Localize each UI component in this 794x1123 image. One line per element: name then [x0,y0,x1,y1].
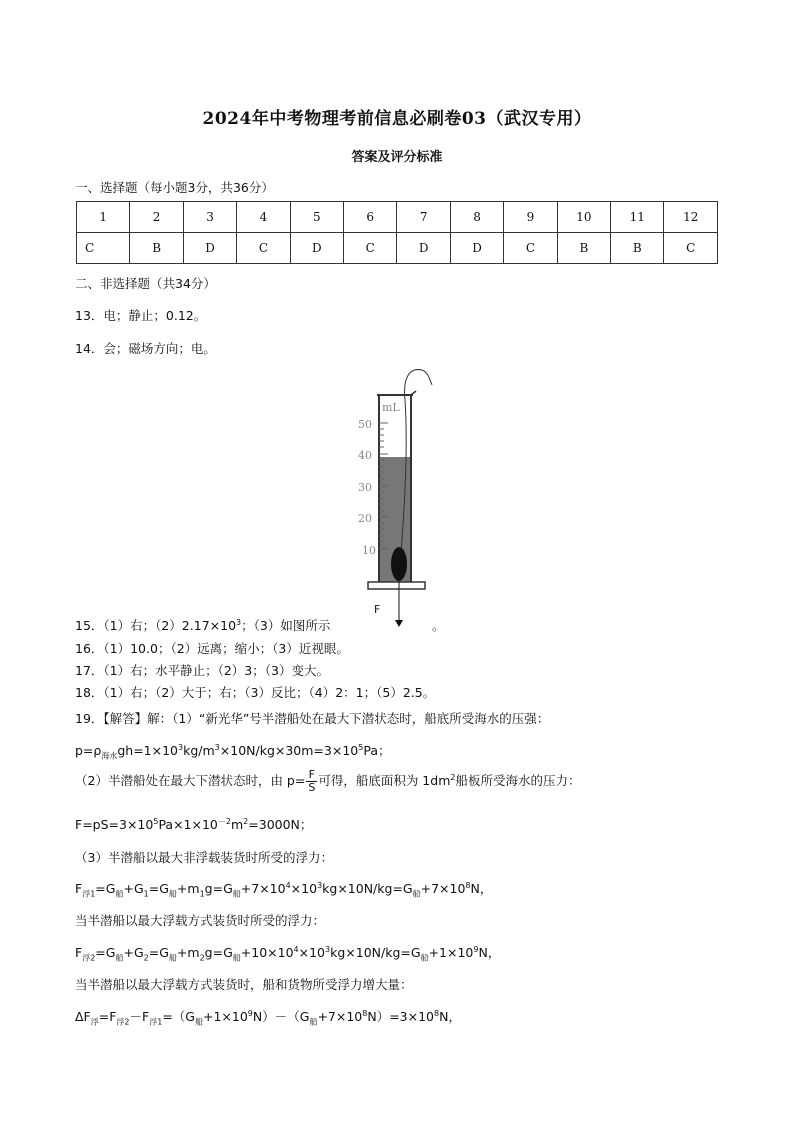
stone-object [391,547,407,581]
answer-19-part3: （3）半潜船以最大非浮载装货时所受的浮力： [75,850,333,865]
answer-19-intro: 19．【解答】解：（1）“新光华”号半潜船处在最大下潜状态时，船底所受海水的压强： [75,711,550,726]
table-cell: 1 [77,202,130,233]
table-cell: 11 [611,202,664,233]
table-cell: C [237,233,290,264]
table-cell: 10 [557,202,610,233]
answer-19-part5: 当半潜船以最大浮载方式装货时，船和货物所受浮力增大量： [75,977,413,992]
table-cell: C [77,233,130,264]
force-label: F [374,603,381,616]
table-cell: C [504,233,557,264]
section2-heading: 二、非选择题（共34分） [75,276,216,291]
answer-15-end: 。 [432,618,445,633]
answer-table [76,201,718,264]
table-cell: 7 [397,202,450,233]
tick-label: 40 [358,449,372,462]
table-cell: 4 [237,202,290,233]
answer-19-buoyancy1: $F_{浮1}=G_船+G_1=G_船+m_1g=G_船+7\times 10^4\times 10^3kg\times 10N/kg=G_船+7\times 10^8N$， [75,880,493,899]
page-title: 2024年中考物理考前信息必刷卷03（武汉专用） [202,109,592,129]
answer-14: 14．会；磁场方向；电。 [75,341,216,356]
unit-label: mL [382,401,400,414]
tick-label: 30 [358,481,372,494]
table-cell: C [344,233,397,264]
answer-18: 18．（1）右；（2）大于；右；（3）反比；（4）2：1；（5）2.5。 [75,685,436,700]
table-row-numbers [77,202,718,233]
table-cell: B [557,233,610,264]
tick-label: 50 [358,418,372,431]
answer-19-delta: $\Delta F_浮=F_{浮2}-F_{浮1}=(G_船+1\times 10^9N)-(G_船+7\times 10^8N)=3\times 10^8N$， [75,1008,461,1027]
table-cell: 12 [664,202,718,233]
table-cell: D [183,233,236,264]
table-cell: D [290,233,343,264]
tick-label: 10 [362,544,376,557]
section1-heading: 一、选择题（每小题3分，共36分） [75,180,274,195]
answer-16: 16．（1）10.0；（2）远离；缩小；（3）近视眼。 [75,641,349,656]
answer-13: 13．电；静止；0.12。 [75,308,207,323]
answer-19-force: $F=pS=3\times 10^5Pa\times 1\times 10^{-2}m^2=3000N$； [75,816,313,832]
table-cell: 2 [130,202,183,233]
table-row-answers [77,233,718,264]
answer-19-buoyancy2: $F_{浮2}=G_船+G_2=G_船+m_2g=G_船+10\times 10^4\times 10^3kg\times 10N/kg=G_船+1\times 10^9N$， [75,944,501,963]
measuring-cylinder-figure [350,365,440,630]
table-cell: 6 [344,202,397,233]
answer-19-part2: （2）半潜船处在最大下潜状态时，由 p= $\frac{F}{S}$ 可得，船底面积为 $1dm^2$船板所受海水的压力： [75,768,581,794]
cylinder-spout [411,391,416,395]
answer-19-part4: 当半潜船以最大浮载方式装货时所受的浮力： [75,913,326,928]
tick-label: 20 [358,512,372,525]
force-arrow-head [395,620,403,627]
table-cell: 9 [504,202,557,233]
table-cell: 3 [183,202,236,233]
table-cell: D [397,233,450,264]
table-cell: B [611,233,664,264]
cylinder-base [368,582,425,589]
answer-17: 17．（1）右；水平静止；（2）3；（3）变大。 [75,663,329,678]
page-subtitle: 答案及评分标准 [351,150,443,165]
table-cell: B [130,233,183,264]
table-cell: 5 [290,202,343,233]
answer-19-pressure: $p=\rho_{海水}gh=1\times 10^3kg/m^3\times 10N/kg\times 30m=3\times 10^5Pa$； [75,742,391,761]
table-cell: C [664,233,718,264]
table-cell: 8 [450,202,503,233]
answer-15: 15．（1）右；$(2)2.17\times 10^3$；（3）如图所示 [75,617,331,633]
table-cell: D [450,233,503,264]
